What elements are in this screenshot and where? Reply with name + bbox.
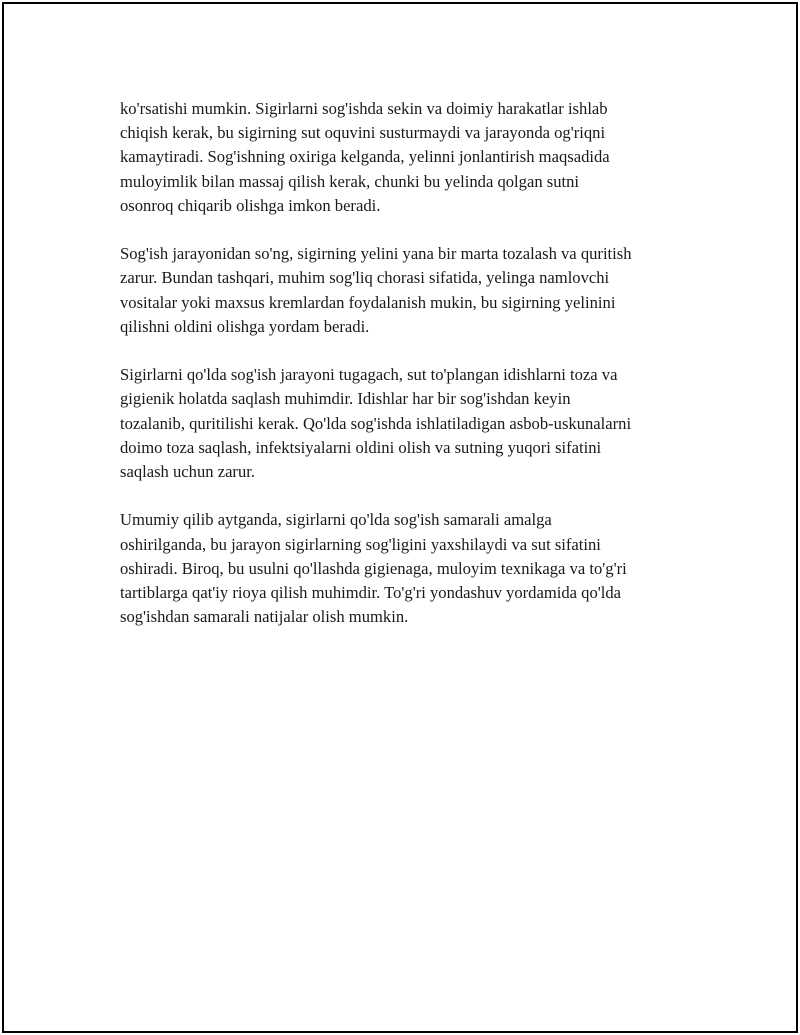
text-line: chiqish kerak, bu sigirning sut oquvini susturmaydi va jarayonda og'riqni — [120, 123, 606, 143]
text-line: Sog'ish jarayonidan so'ng, sigirning yelini yana bir marta tozalash va quritish — [120, 244, 632, 264]
paragraph-1 — [120, 97, 710, 218]
text-line: kamaytiradi. Sog'ishning oxiriga kelganda, yelinni jonlantirish maqsadida — [120, 147, 610, 167]
text-line: muloyimlik bilan massaj qilish kerak, chunki bu yelinda qolgan sutni — [120, 171, 580, 191]
text-line: doimo toza saqlash, infektsiyalarni oldini olish va sutning yuqori sifatini — [120, 437, 602, 457]
text-line: tozalanib, quritilishi kerak. Qo'lda sog'ishda ishlatiladigan asbob-uskunalarni — [120, 413, 632, 433]
text-line: oshiradi. Biroq, bu usulni qo'llashda gigienaga, muloyim texnikaga va to'g'ri — [120, 558, 627, 578]
text-line: qilishni oldini olishga yordam beradi. — [120, 316, 370, 336]
text-line: Sigirlarni qo'lda sog'ish jarayoni tugagach, sut to'plangan idishlarni toza va — [120, 365, 618, 385]
text-line: vositalar yoki maxsus kremlardan foydalanish mukin, bu sigirning yelinini — [120, 292, 616, 312]
text-line: sog'ishdan samarali natijalar olish mumkin. — [120, 607, 409, 627]
text-line: ko'rsatishi mumkin. Sigirlarni sog'ishda sekin va doimiy harakatlar ishlab — [120, 99, 608, 118]
text-line: osonroq chiqarib olishga imkon beradi. — [120, 195, 381, 215]
paragraph-4 — [120, 508, 710, 629]
text-line: oshirilganda, bu jarayon sigirlarning sog'ligini yaxshilaydi va sut sifatini — [120, 534, 601, 554]
text-line: Umumiy qilib aytganda, sigirlarni qo'lda sog'ish samarali amalga — [120, 510, 552, 530]
document-body — [120, 97, 710, 654]
paragraph-2 — [120, 242, 710, 339]
document-page — [2, 2, 798, 1033]
text-line: tartiblarga qat'iy rioya qilish muhimdir. To'g'ri yondashuv yordamida qo'lda — [120, 583, 622, 603]
text-line: gigienik holatda saqlash muhimdir. Idishlar har bir sog'ishdan keyin — [120, 389, 571, 409]
paragraph-3 — [120, 363, 710, 484]
text-line: zarur. Bundan tashqari, muhim sog'liq chorasi sifatida, yelinga namlovchi — [120, 268, 610, 288]
text-line: saqlash uchun zarur. — [120, 462, 256, 482]
